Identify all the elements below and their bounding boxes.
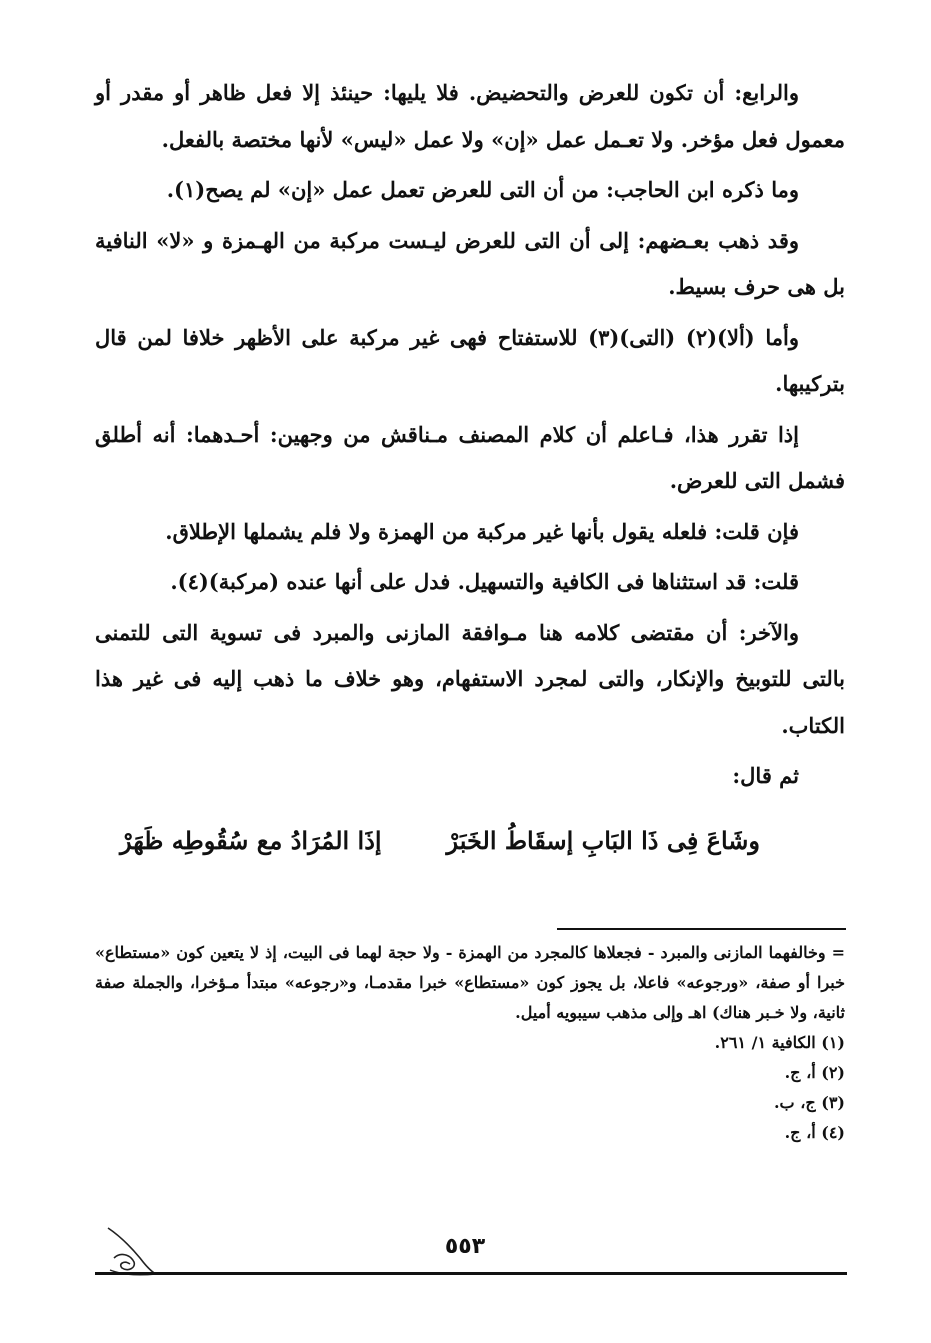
page-number: ٥٥٣ [444, 1234, 486, 1259]
footnote-continuation: = وخالفهما المازنى والمبرد - فجعلاها كالمجرد من الهمزة - ولا حجة لهما فى البيت، إذ لا يتعين كون «مستطاع» خبرا أو صفة، «ورجوعه» فاعلا، بل يجوز كون «مستطاع» خبرا مقدمـا، و«رجوعه» مبتدأ مـؤخرا، والجملة صفة ثانية، ولا خـبر هناك) اهـ وإلى مذهب سيبويه أميل. [95, 943, 845, 1022]
paragraph: وأما (ألا)(٢) (التى)(٣) للاستفتاح فهى غير مركبة على الأظهر خلافا لمن قال بتركيبها. [95, 324, 845, 396]
paragraph: والرابع: أن تكون للعرض والتحضيض. فلا يليها: حينئذ إلا فعل ظاهر أو مقدر أو معمول فعل مؤخر. ولا تعـمل عمل «إن» ولا عمل «ليس» لأنها مختصة بالفعل. [95, 80, 845, 152]
verse-first-hemistich: وشَاعَ فِى ذَا البَابِ إسقَاطُ الخَبَرْ [446, 826, 760, 855]
margin-scribble-icon [100, 1218, 158, 1278]
footnote-item: (٣) ج، ب. [773, 1093, 845, 1112]
footnote-separator [557, 928, 846, 930]
main-text [95, 70, 845, 800]
paragraph: وما ذكره ابن الحاجب: من أن التى للعرض تعمل عمل «إن» لم يصح(١). [166, 177, 799, 202]
footnote-item: (١) الكافية ١/ ٢٦١. [714, 1033, 845, 1052]
footnotes [95, 938, 845, 1148]
poetry-verse [120, 826, 760, 882]
paragraph: ثم قال: [732, 763, 799, 788]
footnote-item: (٢) أ، ج. [784, 1063, 845, 1082]
footnote-item: (٤) أ، ج. [784, 1123, 845, 1142]
verse-second-hemistich: إذَا المُرَادُ مع سُقُوطِه ظَهَرْ [120, 826, 382, 855]
bottom-rule [95, 1272, 847, 1275]
paragraph: إذا تقرر هذا، فـاعلم أن كلام المصنف مـناقش من وجهين: أحـدهما: أنه أطلق فشمل التى للعرض. [95, 421, 845, 493]
paragraph: وقد ذهب بعـضهم: إلى أن التى للعرض ليـست مركبة من الهـمزة و «لا» النافية بل هى حرف بسيط. [95, 227, 845, 299]
paragraph: قلت: قد استثناها فى الكافية والتسهيل. فدل على أنها عنده (مركبة)(٤). [170, 569, 799, 594]
paragraph: فإن قلت: فلعله يقول بأنها غير مركبة من الهمزة ولا فلم يشملها الإطلاق. [165, 518, 799, 544]
paragraph: والآخر: أن مقتضى كلامه هنا مـوافقة المازنى والمبرد فى تسوية التى للتمنى بالتى للتوبيخ والإنكار، والتى لمجرد الاستفهام، وهو خلاف ما ذهب إليه فى غير هذا الكتاب. [95, 619, 845, 738]
